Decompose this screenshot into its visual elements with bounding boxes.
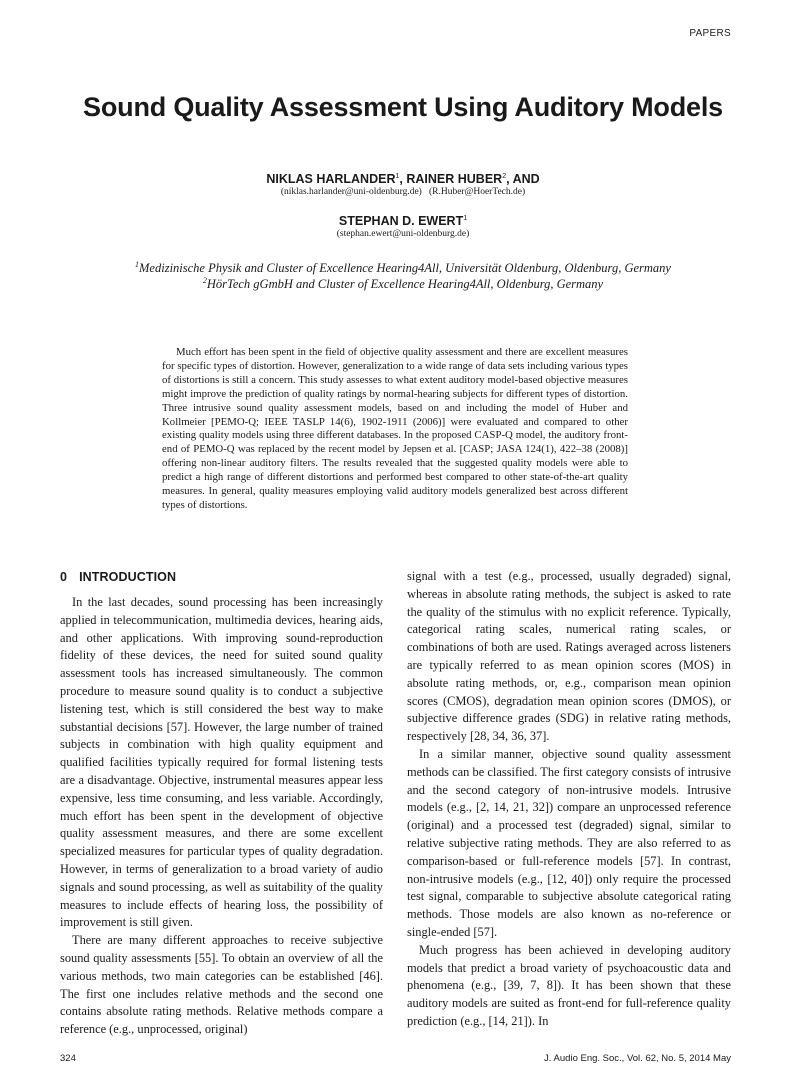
- section-heading: 0 INTRODUCTION: [60, 570, 177, 584]
- body-paragraph: Much progress has been achieved in developing auditory models that predict a broad variety of psychoacoustic data and phenomena (e.g., [39, 7, 8]). It has been shown that these auditory models are suited as front-end for full-reference quality prediction (e.g., [14, 21]). In: [407, 942, 731, 1028]
- author-name: STEPHAN D. EWERT$^1$: [338, 214, 468, 228]
- author-email: (R.Huber@HoerTech.de): [428, 187, 526, 197]
- abstract-text: Much effort has been spent in the field of objective quality assessment and there are excellent measures for specific types of distortion. However, generalization to a wide range of data sets including various types of distortions is still a concern. This study assesses to what extent auditory model-based objective measures might improve the prediction of quality ratings by normal-hearing subjects for different types of distortion. Three intrusive sound quality assessment models, based on and including the model of Huber and Kollmeier [PEMO-Q; IEEE TASLP 14(6), 1902-1911 (2006)] were evaluated and compared to other existing quality models using three different databases. In the proposed CASP-Q model, the auditory front-end of PEMO-Q was replaced by the recent model by Jepsen et al. [CASP; JASA 124(1), 422–38 (2008)] offering non-linear auditory filters. The results revealed that the suggested quality models were able to predict a high range of different distortions and performed best compared to other state-of-the-art quality measures. In general, quality measures employing valid auditory models generalized best across different types of distortions.: [162, 346, 628, 511]
- running-header: PAPERS: [689, 28, 731, 39]
- paper-title: Sound Quality Assessment Using Auditory Models: [83, 92, 723, 122]
- author-name: NIKLAS HARLANDER$^1$,: [266, 172, 407, 186]
- page-number: 324: [60, 1053, 76, 1064]
- right-column: [407, 568, 731, 1031]
- author-email: (niklas.harlander@uni-oldenburg.de): [280, 187, 422, 197]
- author-name: RAINER HUBER$^2$, AND: [406, 172, 540, 186]
- abstract: [162, 346, 628, 513]
- body-paragraph: There are many different approaches to receive subjective sound quality assessments [55]. To obtain an overview of all the various methods, two main categories can be established [46]. The first one includes relative methods and the second one contains absolute rating methods. Relative methods compare a reference (e.g., unprocessed, original): [60, 933, 383, 1037]
- affiliation: $^1$Medizinische Physik and Cluster of Excellence Hearing4All, Universität Oldenburg, Oldenburg, Germany: [135, 260, 671, 276]
- body-paragraph: In a similar manner, objective sound quality assessment methods can be classified. The first category consists of intrusive and the second category of non-intrusive models. Intrusive models (e.g., [2, 14, 21, 32]) compare an unprocessed reference (original) and a processed test (degraded) signal, similar to relative subjective rating methods. They are also referred to as comparison-based or full-reference models [57]. In contrast, non-intrusive models (e.g., [12, 40]) only require the processed test signal, comparable to subjective absolute categorical rating methods. Those models are also known as no-reference or single-ended [57].: [407, 746, 731, 939]
- author-emails-1: [0, 187, 806, 197]
- affiliation: $^2$HörTech gGmbH and Cluster of Excellence Hearing4All, Oldenburg, Germany: [202, 276, 604, 292]
- body-paragraph: signal with a test (e.g., processed, usually degraded) signal, whereas in absolute rating methods, the subject is asked to rate the quality of the stimulus with no explicit reference. Typically, categorical rating scales, numerical rating scales, or combinations of both are used. Ratings averaged across listeners are typically referred to as mean opinion scores (MOS) in absolute rating methods, or, e.g., comparison mean opinion scores (CMOS), degradation mean opinion scores (DMOS), or subjective difference grades (SDG) in relative rating methods, respectively [28, 34, 36, 37].: [407, 569, 731, 744]
- author-line-2: [0, 212, 806, 230]
- left-column: [60, 568, 383, 1039]
- author-email: (stephan.ewert@uni-oldenburg.de): [336, 229, 470, 239]
- author-line-1: [0, 170, 806, 188]
- body-paragraph: In the last decades, sound processing has been increasingly applied in telecommunication, multimedia devices, hearing aids, and other applications. With improving sound-reproduction fidelity of these devices, the need for suited sound quality assessment tools has increased simultaneously. The common procedure to measure sound quality is to conduct a subjective listening test, which is still considered the best way to make substantial decisions [57]. However, the large number of trained subjects in combination with high quality equipment and qualified facilities typically required for formal listening tests are a disadvantage. Objective, instrumental measures appear less expensive, less time consuming, and less variable. Accordingly, much effort has been spent in the development of objective quality assessment measures, and there are some excellent specialized measures for particular types of quality degradation. However, in terms of generalization to a broad variety of audio signals and sound processing, as well as suitability of the quality measures to include effects of hearing loss, the possibility of improvement is still given.: [60, 595, 383, 930]
- journal-citation: J. Audio Eng. Soc., Vol. 62, No. 5, 2014 May: [544, 1053, 731, 1064]
